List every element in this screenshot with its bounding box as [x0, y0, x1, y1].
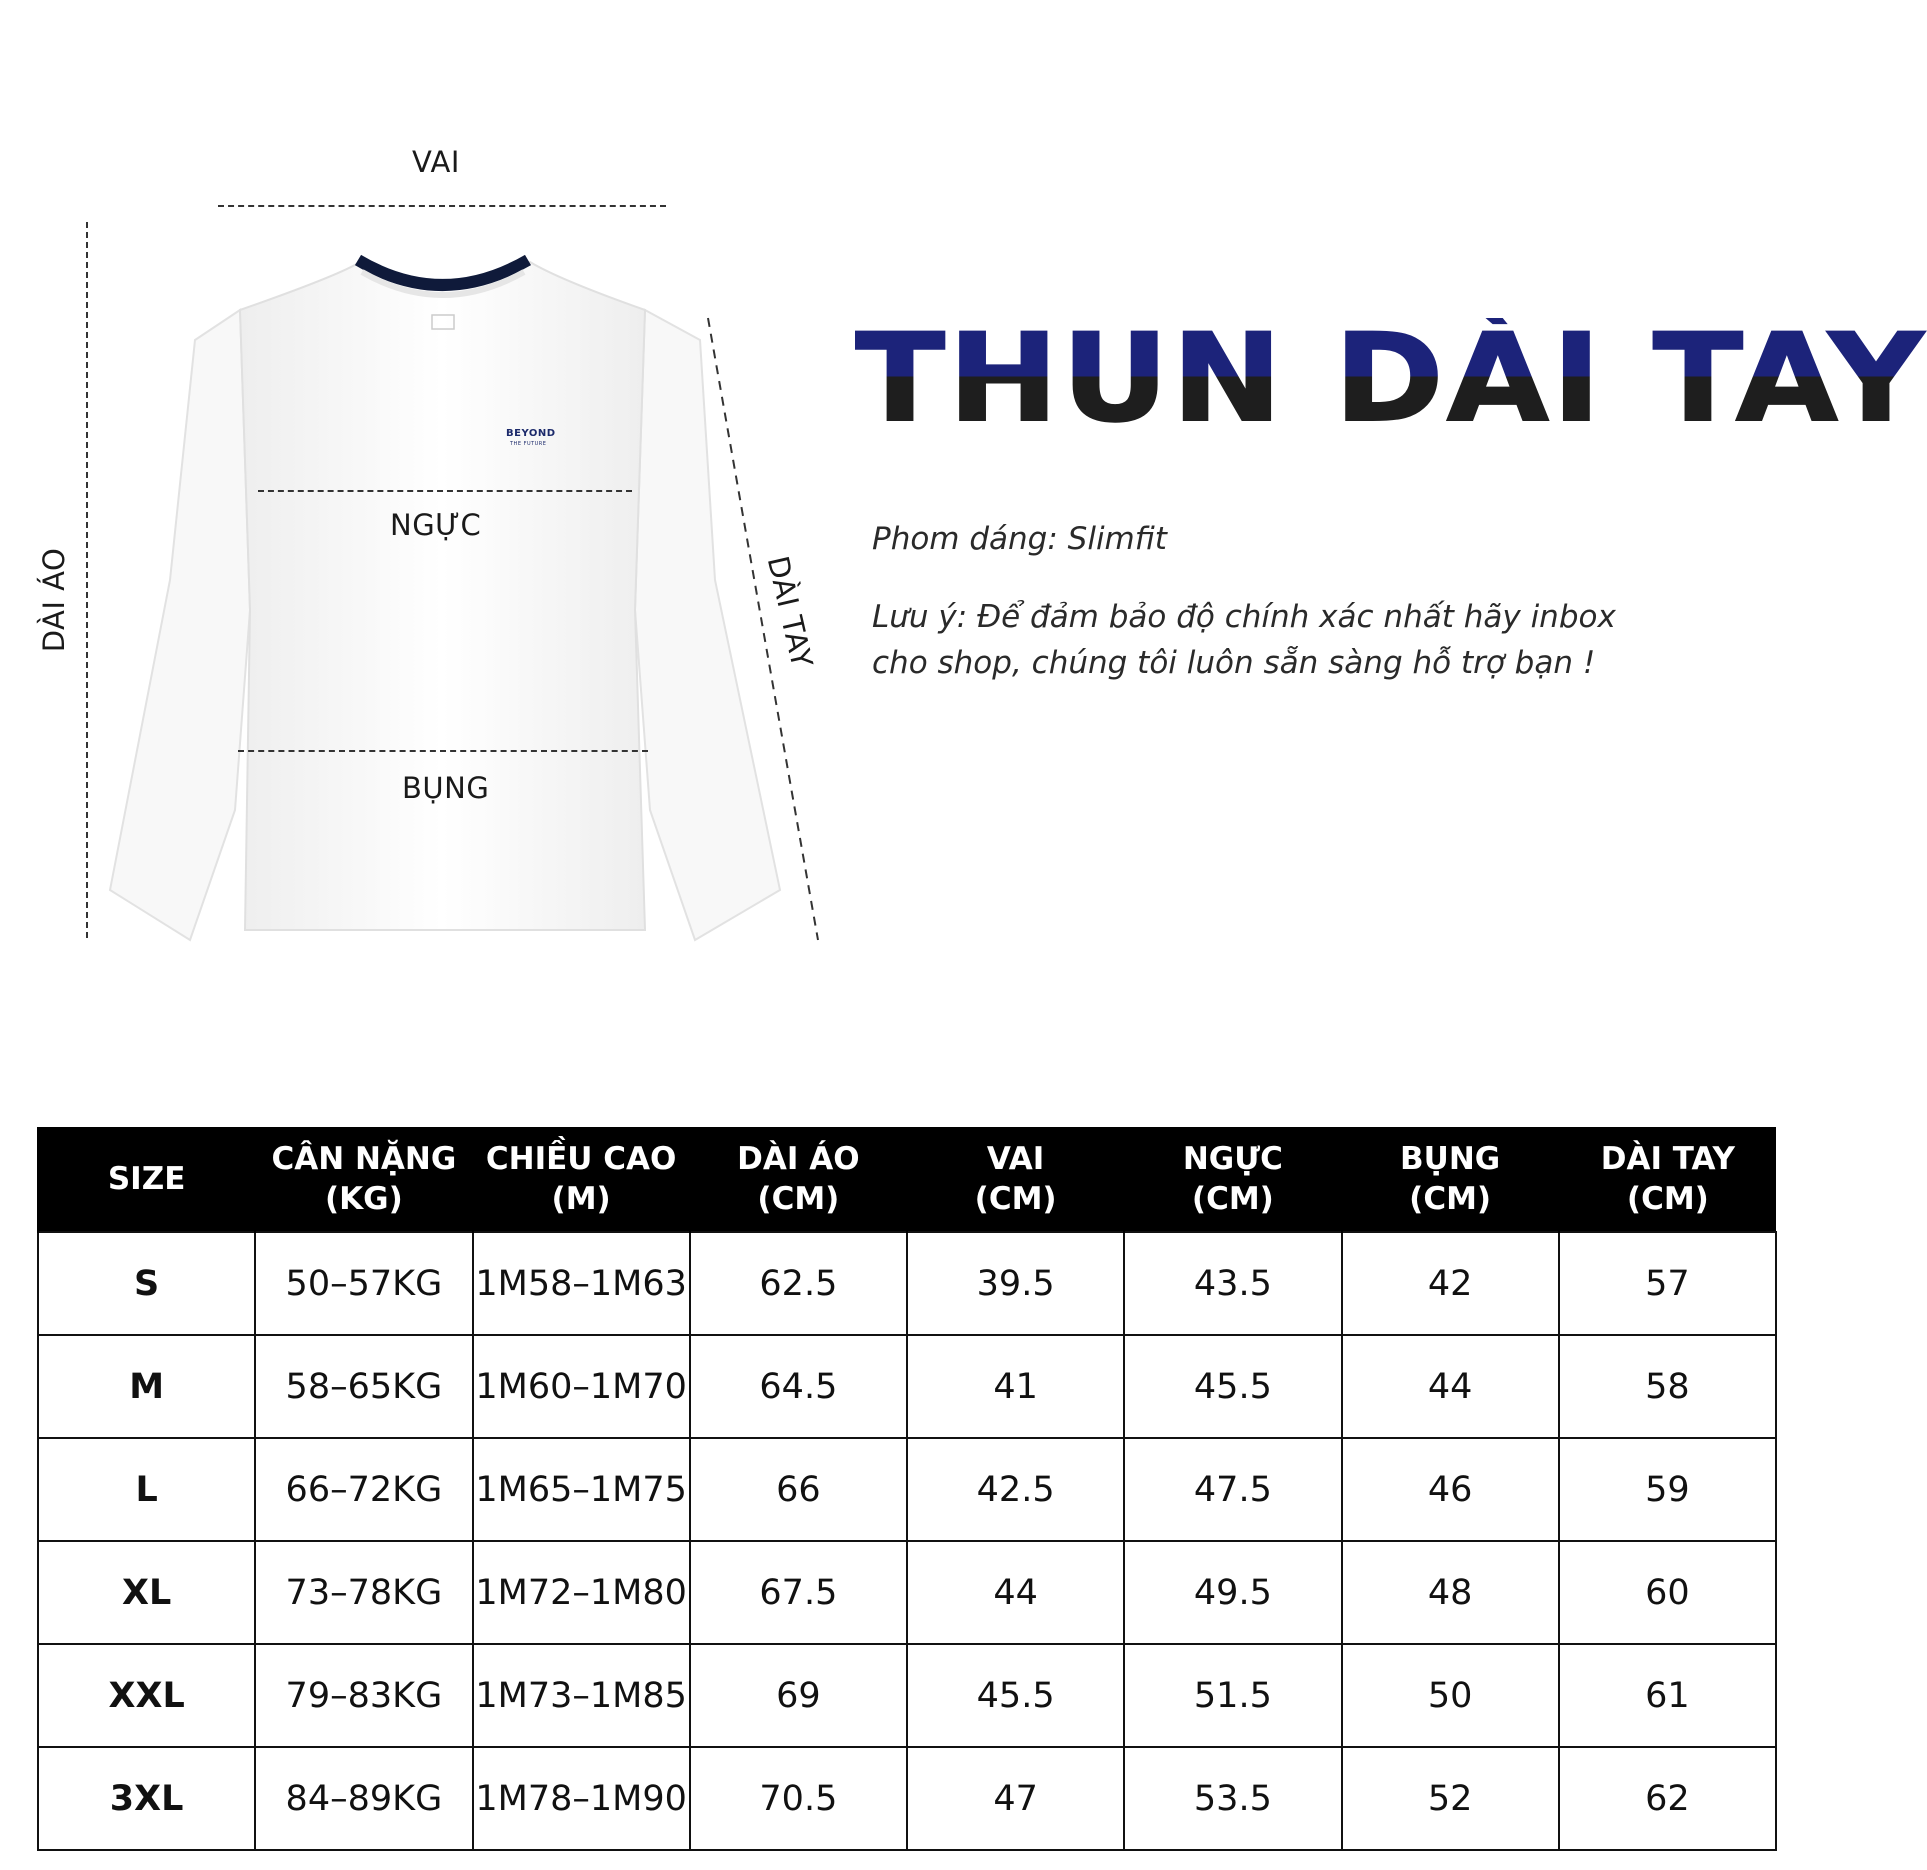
sleeve-length-label: DÀI TAY — [760, 552, 820, 672]
body-length-label: DÀI ÁO — [37, 547, 71, 653]
height-cell: 1M65–1M75 — [473, 1438, 690, 1541]
logo-text-beyond: BEYOND — [506, 428, 556, 439]
height-cell: 1M72–1M80 — [473, 1541, 690, 1644]
weight-cell: 58–65KG — [255, 1335, 472, 1438]
weight-cell: 50–57KG — [255, 1232, 472, 1335]
waist-measure-line — [238, 750, 648, 752]
shoulder-cell: 39.5 — [907, 1232, 1124, 1335]
waist-cell: 42 — [1342, 1232, 1559, 1335]
size-table — [37, 1127, 1777, 1851]
sleeve-length-cell: 57 — [1559, 1232, 1776, 1335]
size-cell: M — [38, 1335, 255, 1438]
sleeve-length-cell: 59 — [1559, 1438, 1776, 1541]
sleeve-length-cell: 60 — [1559, 1541, 1776, 1644]
body-length-cell: 66 — [690, 1438, 907, 1541]
weight-cell: 73–78KG — [255, 1541, 472, 1644]
sleeve-length-cell: 62 — [1559, 1747, 1776, 1850]
weight-cell: 66–72KG — [255, 1438, 472, 1541]
chest-cell: 43.5 — [1124, 1232, 1341, 1335]
chest-cell: 51.5 — [1124, 1644, 1341, 1747]
body-length-measure-line — [86, 222, 88, 938]
height-cell: 1M58–1M63 — [473, 1232, 690, 1335]
table-row — [38, 1747, 1776, 1850]
sleeve-length-cell: 58 — [1559, 1335, 1776, 1438]
chest-label: NGỰC — [390, 508, 482, 542]
header-sleeve-length: DÀI TAY (CM) — [1559, 1127, 1776, 1232]
header-chest: NGỰC (CM) — [1124, 1127, 1341, 1232]
waist-cell: 48 — [1342, 1541, 1559, 1644]
waist-label: BỤNG — [402, 771, 490, 805]
table-row — [38, 1232, 1776, 1335]
inbox-note-line-2: cho shop, chúng tôi luôn sẵn sàng hỗ trợ bạn ! — [872, 645, 1596, 681]
chest-measure-line — [258, 490, 632, 492]
height-cell: 1M78–1M90 — [473, 1747, 690, 1850]
table-row — [38, 1541, 1776, 1644]
shoulder-cell: 41 — [907, 1335, 1124, 1438]
size-cell: XXL — [38, 1644, 255, 1747]
product-title: THUN DÀI TAY — [855, 307, 1927, 450]
size-table-header-row — [38, 1127, 1776, 1232]
shoulder-cell: 47 — [907, 1747, 1124, 1850]
header-height: CHIỀU CAO (M) — [473, 1127, 690, 1232]
sleeve-length-cell: 61 — [1559, 1644, 1776, 1747]
header-body-length: DÀI ÁO (CM) — [690, 1127, 907, 1232]
body-length-cell: 69 — [690, 1644, 907, 1747]
waist-cell: 52 — [1342, 1747, 1559, 1850]
shoulder-cell: 42.5 — [907, 1438, 1124, 1541]
size-cell: 3XL — [38, 1747, 255, 1850]
fit-note: Phom dáng: Slimfit — [872, 521, 1167, 557]
table-row — [38, 1644, 1776, 1747]
body-length-cell: 64.5 — [690, 1335, 907, 1438]
chest-cell: 49.5 — [1124, 1541, 1341, 1644]
chest-cell: 45.5 — [1124, 1335, 1341, 1438]
waist-cell: 50 — [1342, 1644, 1559, 1747]
shoulder-measure-line — [218, 205, 666, 207]
weight-cell: 79–83KG — [255, 1644, 472, 1747]
chest-cell: 53.5 — [1124, 1747, 1341, 1850]
height-cell: 1M73–1M85 — [473, 1644, 690, 1747]
inbox-note-line-1: Lưu ý: Để đảm bảo độ chính xác nhất hãy inbox — [872, 599, 1616, 635]
header-shoulder: VAI (CM) — [907, 1127, 1124, 1232]
logo-text-future: THE FUTURE — [510, 441, 547, 447]
table-row — [38, 1438, 1776, 1541]
height-cell: 1M60–1M70 — [473, 1335, 690, 1438]
waist-cell: 46 — [1342, 1438, 1559, 1541]
header-waist: BỤNG (CM) — [1342, 1127, 1559, 1232]
body-length-cell: 67.5 — [690, 1541, 907, 1644]
size-cell: L — [38, 1438, 255, 1541]
shoulder-label: VAI — [412, 145, 460, 179]
header-size: SIZE — [38, 1127, 255, 1232]
body-length-cell: 70.5 — [690, 1747, 907, 1850]
size-cell: S — [38, 1232, 255, 1335]
shoulder-cell: 44 — [907, 1541, 1124, 1644]
chest-cell: 47.5 — [1124, 1438, 1341, 1541]
body-length-cell: 62.5 — [690, 1232, 907, 1335]
table-row — [38, 1335, 1776, 1438]
header-weight: CÂN NẶNG (KG) — [255, 1127, 472, 1232]
size-cell: XL — [38, 1541, 255, 1644]
shoulder-cell: 45.5 — [907, 1644, 1124, 1747]
weight-cell: 84–89KG — [255, 1747, 472, 1850]
waist-cell: 44 — [1342, 1335, 1559, 1438]
